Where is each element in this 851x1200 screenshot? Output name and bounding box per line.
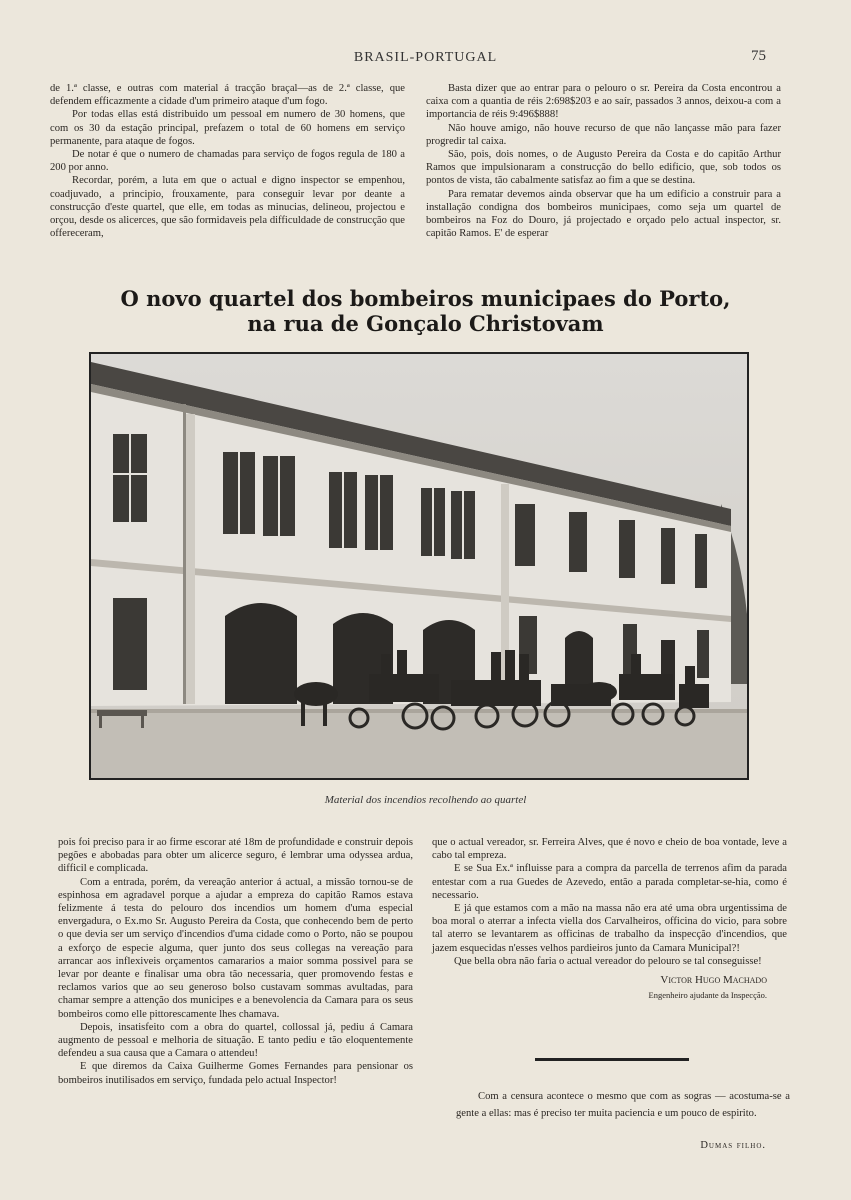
paragraph: Por todas ellas está distribuido um pessoal em numero de 30 homens, que com os 30 da estação principal, prefazem o total de 60 homens em serviço permanente, para ataque de fogos. bbox=[50, 109, 405, 147]
article-headline bbox=[0, 286, 851, 336]
paragraph: São, pois, dois nomes, o de Augusto Pereira da Costa e do capitão Arthur Ramos que impulsionaram a construcção do bello edificio, que, sob todos os pontos de vista, tão cabalmente satisfaz ao fim a que se destina. bbox=[426, 149, 781, 187]
paragraph: Depois, insatisfeito com a obra do quartel, collossal já, pediu á Camara augmento de pessoal e melhoria de situação. E tanto pediu e tão eloquentemente defendeu a sua causa que a Camara o attendeu! bbox=[58, 1021, 413, 1060]
paragraph: De notar é que o numero de chamadas para serviço de fogos regula de 180 a 200 por anno. bbox=[50, 149, 405, 174]
quote-text: Com a censura acontece o mesmo que com as sogras — acostuma-se a gente a ellas: mas é preciso ter muita paciencia e um pouco de espirito. bbox=[456, 1091, 790, 1119]
top-right-column bbox=[426, 82, 781, 240]
paragraph: Basta dizer que ao entrar para o pelouro o sr. Pereira da Costa encontrou a caixa com a quantia de réis 2:698$203 e ao saír, passados 3 annos, deixou-a com a importancia de réis 9:496$888! bbox=[426, 83, 781, 121]
section-divider bbox=[535, 1058, 689, 1061]
paragraph: E já que estamos com a mão na massa não era até uma obra urgentissima de boa moral o aterrar a infecta viella dos Carvalheiros, officina do vicio, para sobre tal aterro se levantarem as officinas de trabalho da inspecção d'incendios, que jazem esquecidas n'esses velhos pardieiros junto da Camara Municipal?! bbox=[432, 903, 787, 954]
fire-station-photo bbox=[89, 352, 749, 780]
paragraph: E que diremos da Caixa Guilherme Gomes Fernandes para pensionar os bombeiros inutilisados em serviço, fundada pelo actual Inspector! bbox=[58, 1061, 413, 1086]
headline-line-1: O novo quartel dos bombeiros municipaes do Porto, bbox=[120, 286, 731, 311]
paragraph: E se Sua Ex.ª influisse para a compra da parcella de terrenos afim da parada entestar com a rua Guedes de Azevedo, então a parada completar-se-hia, como é necessario. bbox=[432, 863, 787, 901]
headline-line-2: na rua de Gonçalo Christovam bbox=[247, 311, 604, 336]
fire-station-illustration bbox=[91, 354, 747, 778]
paragraph: pois foi preciso para ir ao firme escorar até 18m de profundidade e construir depois pegões e abobadas para obter um alicerce seguro, é lembrar uma odyssea ardua, difficil e complicada. bbox=[58, 837, 413, 875]
top-left-column bbox=[50, 82, 405, 240]
paragraph: Com a entrada, porém, da vereação anterior á actual, a missão tornou-se de espinhosa em agradavel porque a ajudar a empreza do capitão Ramos estava felizmente á testa do pelouro dos incendios um homem d'uma especial envergadura, o Ex.mo Sr. Augusto Pereira da Costa, que conhecendo bem de perto o que devia ser um serviço d'incendios d'uma cidade como o Porto, não se poupou a exforço de especie alguma, quer junto dos seus collegas na vereação para arrancar aos inflexiveis orçamentos camararios a maior somma possivel para se levar por deante e finalisar uma obra tão necessaria, quer promovendo festas e reclamos varios que ao seu generoso bolso custavam sommas avultadas, para chamar sempre a attenção dos municipes e a benevolencia da Camara para os seus bombeiros como elle pittorescamente lhes chamava. bbox=[58, 876, 413, 1020]
page-number: 75 bbox=[751, 48, 766, 64]
paragraph: Que bella obra não faria o actual vereador do pelouro se tal conseguisse! bbox=[454, 955, 762, 967]
paragraph: Não houve amigo, não houve recurso de que não lançasse mão para fazer progredir tal caixa. bbox=[426, 122, 781, 147]
photo-caption: Material dos incendios recolhendo ao quartel bbox=[324, 794, 527, 806]
running-title: BRASIL-PORTUGAL bbox=[353, 50, 498, 65]
paragraph: Recordar, porém, a luta em que o actual e digno inspector se empenhou, coadjuvado, a principio, frouxamente, para conseguir levar por deante a construcção d'este quartel, que elle, em todas as minucias, delineou, projectou e orçou, desde os alicerces, que são formidaveis pela difficuldade de construcção que offereceram, bbox=[50, 175, 405, 240]
epigram-quote bbox=[456, 1088, 790, 1122]
bottom-left-column bbox=[58, 836, 413, 1087]
paragraph: que o actual vereador, sr. Ferreira Alves, que é novo e cheio de boa vontade, leve a cabo tal empreza. bbox=[432, 837, 787, 862]
quote-author: Dumas filho. bbox=[700, 1140, 766, 1151]
paragraph: de 1.ª classe, e outras com material á tracção braçal—as de 2.ª classe, que defendem efficazmente a cidade d'um primeiro ataque d'um fogo. bbox=[50, 83, 405, 108]
paragraph: Para rematar devemos ainda observar que ha um edificio a construir para a installação condigna dos bombeiros municipaes, como seja um quartel de bombeiros na Foz do Douro, já projectado e orçado pelo actual inspector, sr. capitão Ramos. E' de esperar bbox=[426, 188, 781, 240]
article-author-role: Engenheiro ajudante da Inspecção. bbox=[648, 990, 767, 1001]
bottom-right-column bbox=[432, 836, 787, 1002]
article-author: Victor Hugo Machado bbox=[660, 974, 767, 987]
